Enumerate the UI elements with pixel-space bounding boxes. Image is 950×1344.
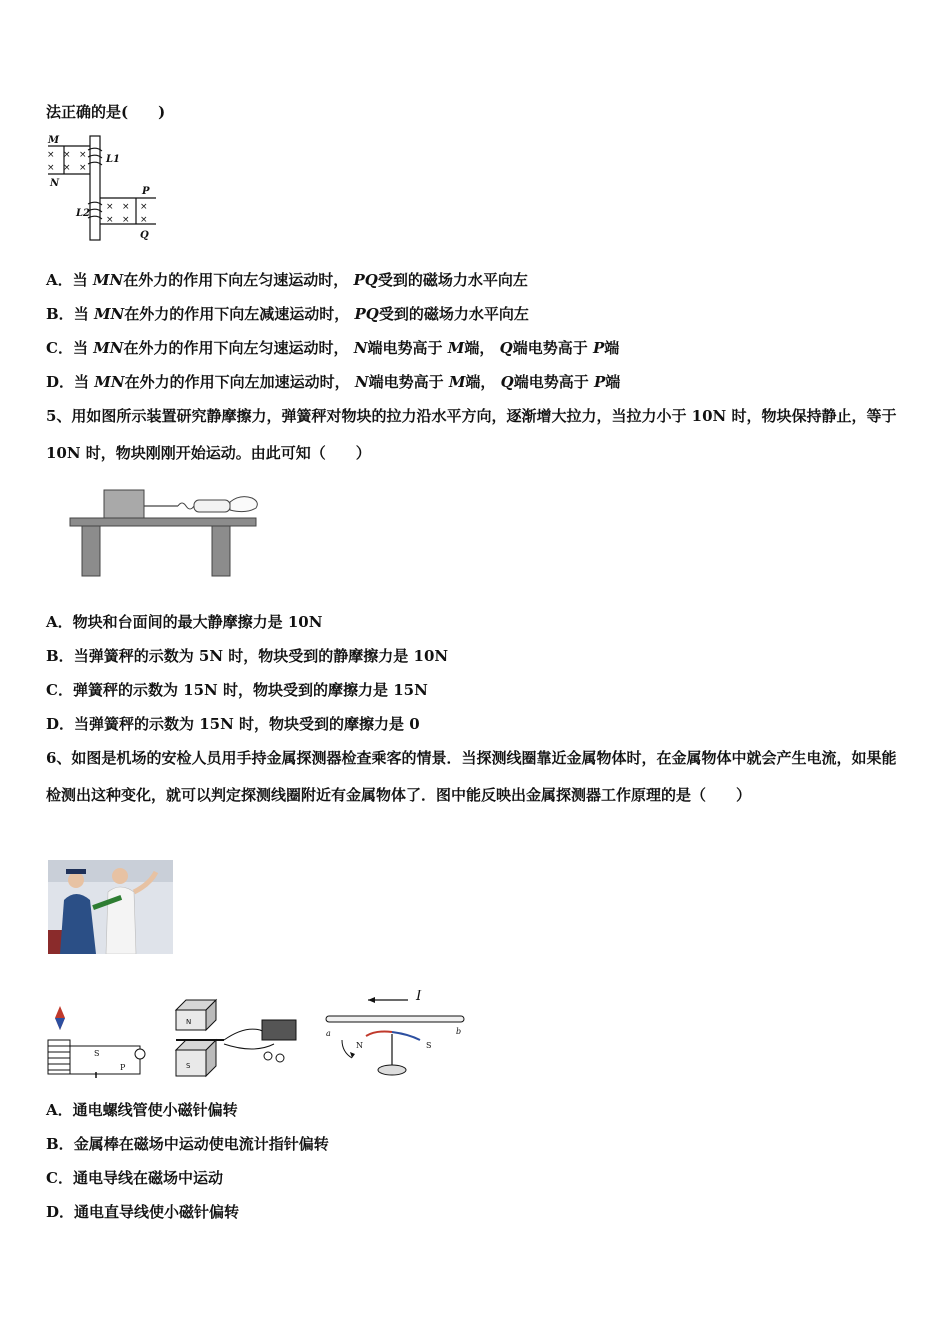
rotation-arrow — [342, 1040, 352, 1058]
label-b: b — [456, 1027, 462, 1036]
label-m: M — [48, 135, 60, 146]
q6-figure-d — [322, 990, 470, 1082]
q4-option-d: D．当 MN在外力的作用下向左加速运动时， N端电势高于 M端， Q端电势高于 P端 — [46, 373, 621, 391]
circuit-wire-a — [70, 1046, 140, 1074]
label-s-needle: S — [426, 1041, 432, 1050]
solenoid — [48, 1040, 70, 1074]
q5-option-b: B．当弹簧秤的示数为 5N 时，物块受到的静摩擦力是 10N — [46, 647, 449, 665]
table-top — [70, 518, 256, 526]
label-s-pole: S — [186, 1062, 191, 1070]
label-p: P — [120, 1063, 126, 1072]
straight-wire — [326, 1016, 464, 1022]
table-leg-left — [82, 526, 100, 576]
security-check-photo — [48, 860, 173, 954]
label-n-pole: N — [186, 1018, 192, 1026]
q6-option-a: A．通电螺线管使小磁针偏转 — [46, 1101, 238, 1119]
passenger-head — [112, 868, 128, 884]
q6-figure-a — [44, 1004, 154, 1080]
svg-text:×: × — [47, 150, 55, 160]
magnet-bottom — [176, 1050, 206, 1076]
q6-figure-b — [170, 996, 304, 1082]
svg-text:×: × — [140, 215, 148, 225]
svg-text:×: × — [79, 163, 87, 173]
spring-hook — [178, 503, 194, 509]
label-n-needle: N — [356, 1041, 363, 1050]
q4-option-a: A．当 MN在外力的作用下向左匀速运动时， PQ受到的磁场力水平向左 — [46, 271, 528, 289]
q5-option-d: D．当弹簧秤的示数为 15N 时，物块受到的摩擦力是 0 — [46, 715, 420, 733]
iron-core — [90, 136, 100, 240]
label-n: N — [50, 178, 60, 189]
q4-option-b: B．当 MN在外力的作用下向左减速运动时， PQ受到的磁场力水平向左 — [46, 305, 529, 323]
q4-coil-figure — [44, 132, 164, 244]
svg-text:×: × — [106, 202, 114, 212]
q6-option-c: C．通电导线在磁场中运动 — [46, 1169, 223, 1187]
svg-text:×: × — [63, 163, 71, 173]
meter-icon — [135, 1049, 145, 1059]
officer-head — [68, 872, 84, 888]
q5-stem: 5、用如图所示装置研究静摩擦力，弹簧秤对物块的拉力沿水平方向，逐渐增大拉力，当拉力小于 10N 时，物块保持静止，等于 10N 时，物块刚刚开始运动。由此可知（ ） — [46, 407, 897, 462]
q4-stem: 法正确的是( ) — [46, 103, 166, 121]
svg-text:×: × — [122, 215, 130, 225]
needle-red — [366, 1032, 392, 1037]
label-l1: L1 — [106, 154, 120, 165]
svg-text:×: × — [47, 163, 55, 173]
needle-blue — [392, 1032, 420, 1040]
officer-cap — [66, 869, 86, 874]
label-switch: S — [94, 1049, 100, 1058]
q5-friction-figure — [66, 486, 266, 582]
table-leg-right — [212, 526, 230, 576]
label-a: a — [326, 1029, 331, 1038]
label-current: I — [416, 990, 422, 1004]
galvanometer — [262, 1020, 296, 1040]
field-marks-left — [47, 150, 87, 173]
q6-option-b: B．金属棒在磁场中运动使电流计指针偏转 — [46, 1135, 329, 1153]
block — [104, 490, 144, 518]
svg-text:×: × — [140, 202, 148, 212]
svg-text:×: × — [79, 150, 87, 160]
q5-option-c: C．弹簧秤的示数为 15N 时，物块受到的摩擦力是 15N — [46, 681, 428, 699]
label-l2: L2 — [76, 208, 90, 219]
terminal-2 — [276, 1054, 284, 1062]
svg-text:×: × — [63, 150, 71, 160]
hand — [230, 497, 257, 512]
label-p: P — [142, 186, 150, 197]
q6-option-d: D．通电直导线使小磁针偏转 — [46, 1203, 240, 1221]
svg-text:×: × — [106, 215, 114, 225]
q6-stem: 6、如图是机场的安检人员用手持金属探测器检查乘客的情景．当探测线圈靠近金属物体时，在金属物体中就会产生电流，如果能检测出这种变化，就可以判定探测线圈附近有金属物体了．图中能反映出金属探测器工作原理的是（ ） — [46, 749, 897, 804]
q5-option-a: A．物块和台面间的最大静摩擦力是 10N — [46, 613, 323, 631]
base — [378, 1065, 406, 1075]
field-marks-right — [106, 202, 148, 225]
terminal-1 — [264, 1052, 272, 1060]
q4-option-c: C．当 MN在外力的作用下向左匀速运动时， N端电势高于 M端， Q端电势高于 P端 — [46, 339, 620, 357]
svg-text:×: × — [122, 202, 130, 212]
label-q: Q — [140, 230, 149, 241]
spring-balance — [194, 500, 230, 512]
